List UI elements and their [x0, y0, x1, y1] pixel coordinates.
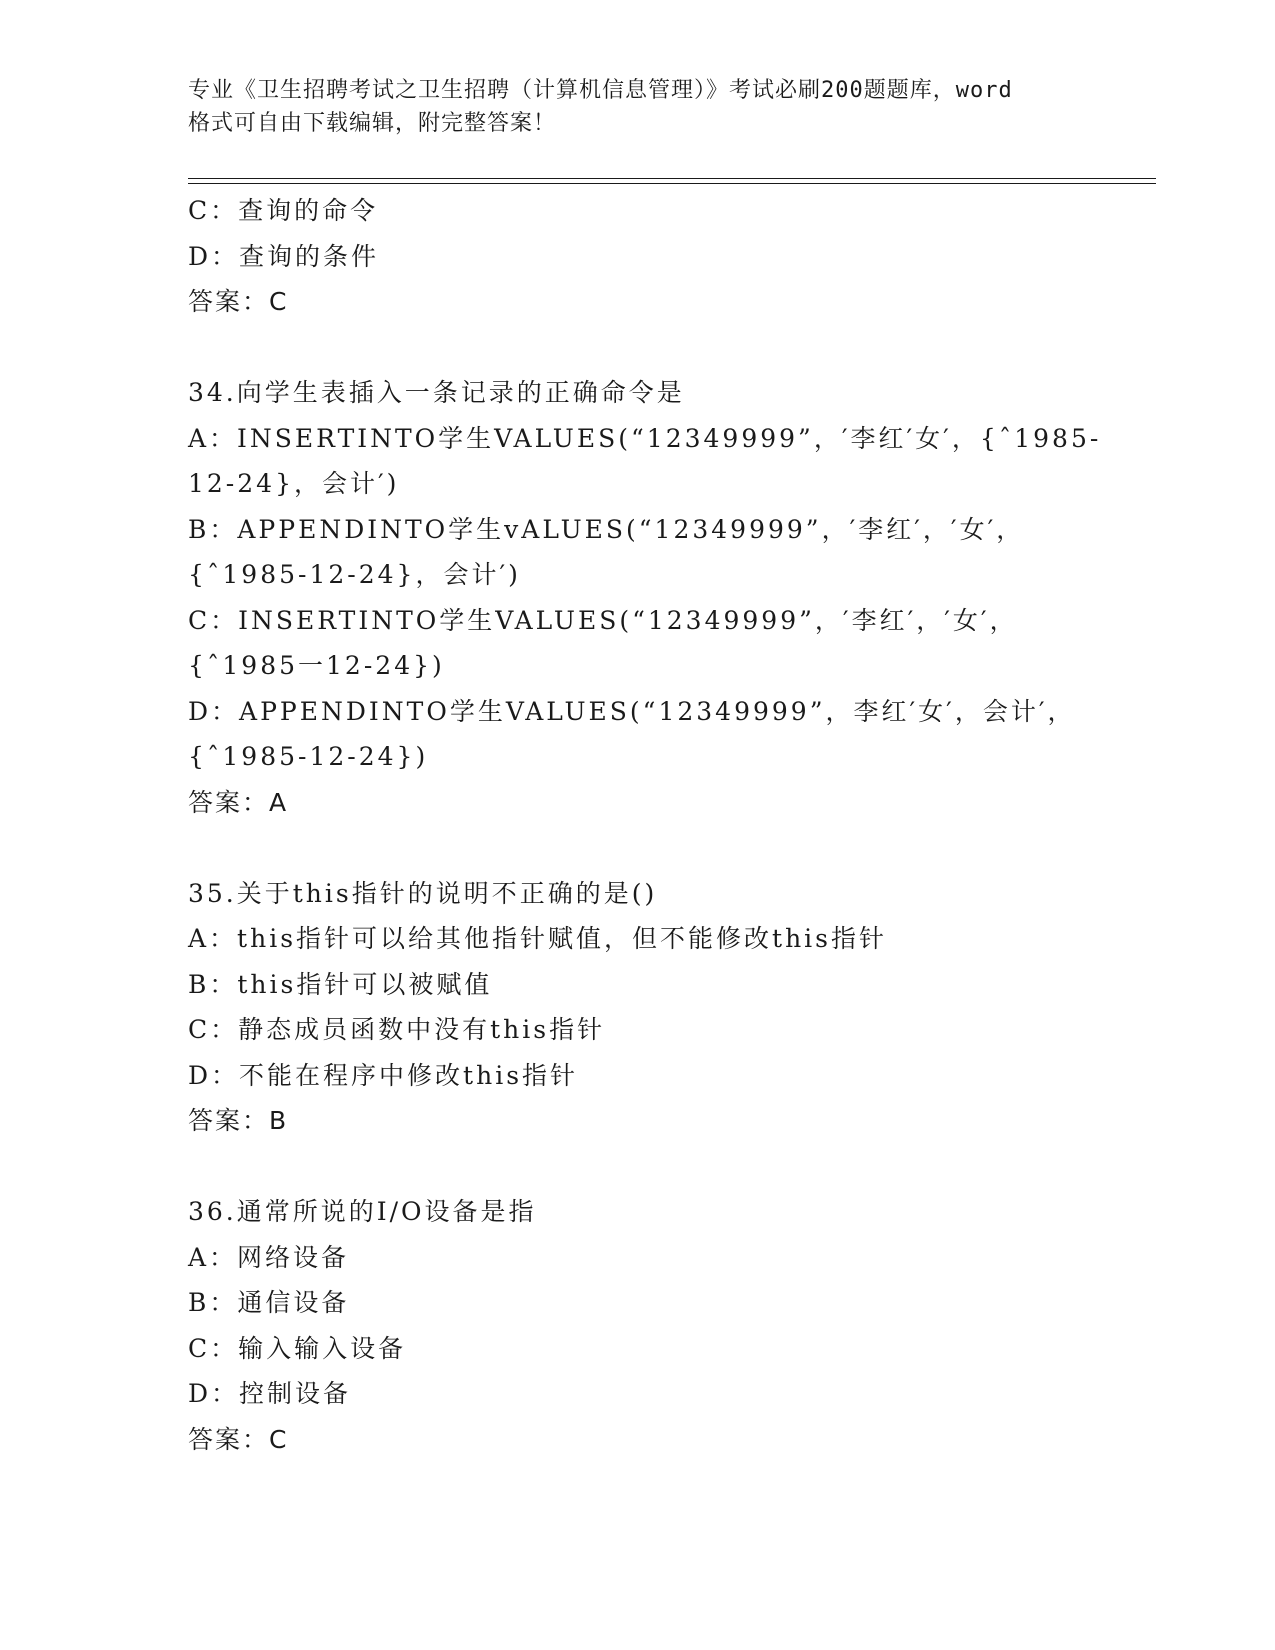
answer-line: 答案：C — [188, 287, 289, 316]
header-divider-bottom — [188, 183, 1156, 184]
option-d: D：不能在程序中修改this指针 — [188, 1060, 579, 1090]
option-c: C：INSERTINTO学生VALUES(“12349999”，′李红′，′女′， — [188, 605, 1018, 635]
option-c: C：查询的命令 — [188, 196, 379, 225]
answer-line: 答案：C — [188, 1424, 289, 1454]
option-b-cont: {ˆ1985-12-24}，会计′) — [188, 560, 521, 589]
option-a: A：this指针可以给其他指针赋值，但不能修改this指针 — [188, 924, 888, 953]
question-34 — [188, 370, 1158, 825]
option-c-cont: {ˆ1985一12-24}) — [188, 651, 445, 680]
option-d-cont: {ˆ1985-12-24}) — [188, 742, 429, 771]
question-stem: 35.关于this指针的说明不正确的是() — [188, 878, 658, 908]
option-d: D：查询的条件 — [188, 241, 380, 271]
option-d: D：APPENDINTO学生VALUES(“12349999”，李红′女′，会计′， — [188, 696, 1076, 726]
option-a: A：INSERTINTO学生VALUES(“12349999”，′李红′女′，{ˆ1985- — [188, 423, 1102, 453]
option-a: A：网络设备 — [188, 1242, 350, 1272]
answer-line: 答案：A — [188, 787, 289, 817]
question-stem: 34.向学生表插入一条记录的正确命令是 — [188, 378, 685, 407]
option-b: B：通信设备 — [188, 1288, 350, 1317]
question-35 — [188, 871, 1158, 1144]
header-line-1: 专业《卫生招聘考试之卫生招聘（计算机信息管理）》考试必刷200题题库，word — [188, 78, 1013, 103]
option-b: B：APPENDINTO学生vALUES(“12349999”，′李红′，′女′， — [188, 514, 1025, 544]
option-a-cont: 12-24}，会计′) — [188, 469, 400, 498]
answer-line: 答案：B — [188, 1106, 289, 1135]
question-stem: 36.通常所说的I/O设备是指 — [188, 1197, 537, 1226]
document-header — [188, 74, 1088, 140]
question-list — [188, 188, 1158, 1462]
header-line-2: 格式可自由下载编辑，附完整答案！ — [188, 111, 557, 136]
option-c: C：静态成员函数中没有this指针 — [188, 1015, 606, 1044]
question-36 — [188, 1189, 1158, 1462]
option-c: C：输入输入设备 — [188, 1333, 407, 1363]
question-33 — [188, 188, 1158, 325]
option-b: B：this指针可以被赋值 — [188, 969, 493, 999]
header-divider-top — [188, 178, 1156, 179]
option-d: D：控制设备 — [188, 1379, 352, 1408]
